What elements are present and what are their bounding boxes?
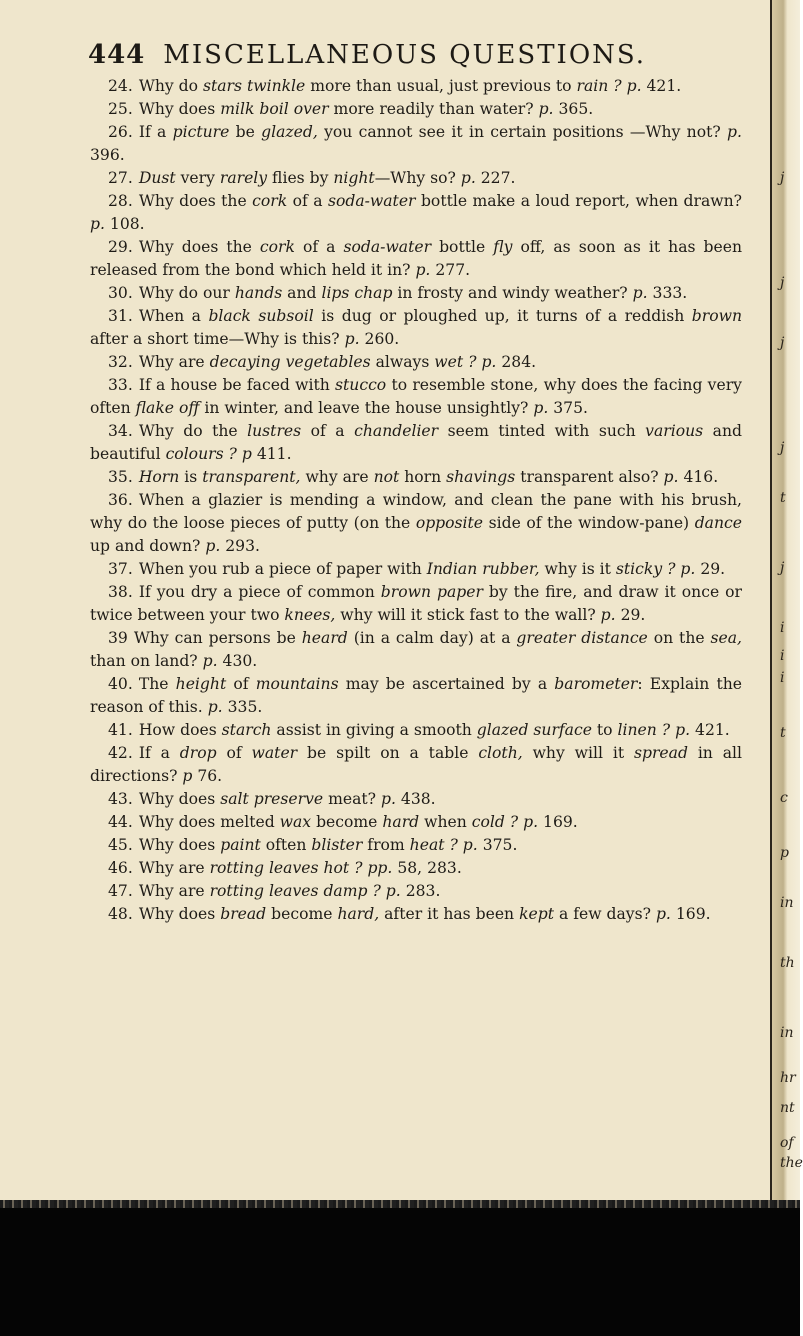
italic-phrase: knees, [284,606,336,624]
question-text: 227. [475,169,516,187]
question-item [90,75,742,98]
italic-phrase: p. [727,123,742,141]
question-text: Why does the [138,192,253,210]
italic-phrase: p. [202,652,218,670]
italic-phrase: p. [90,215,105,233]
question-text: When you rub a piece of paper with [138,560,427,578]
question-text: more than usual, just previous to [305,77,577,95]
question-text: 333. [647,284,688,302]
question-number: 28. [108,192,133,210]
italic-phrase: hard, [337,905,380,923]
facing-page-letter: i [780,670,785,686]
facing-page-letter: the [780,1155,803,1171]
facing-page-letter: j [780,440,785,456]
question-text: 293. [220,537,260,555]
italic-phrase: rotting leaves hot ? [209,859,363,877]
italic-phrase: p. [663,468,679,486]
italic-phrase: p. [460,169,476,187]
question-text: 284. [496,353,537,371]
question-item [90,121,742,167]
italic-phrase: cold ? [471,813,519,831]
question-number: 37. [108,560,133,578]
question-text: Why do our [138,284,235,302]
question-text: of a [301,422,355,440]
question-text: If a [138,744,180,762]
italic-phrase: salt preserve [220,790,324,808]
question-text: How does [138,721,222,739]
question-number: 47. [108,882,133,900]
question-item [90,834,742,857]
facing-page-letter: in [780,895,794,911]
question-list [90,75,742,926]
question-text: 58, 283. [392,859,462,877]
question-text: in winter, and leave the house unsightly? [199,399,534,417]
question-text: Why does [138,836,221,854]
question-text: to resemble stone, why does the facing very often [90,376,742,417]
question-text: 411. [251,445,292,463]
question-text: If a [138,123,173,141]
question-text: The [138,675,176,693]
question-text: Why does [138,790,221,808]
question-number: 39 [108,629,128,647]
italic-phrase: rain ? [576,77,622,95]
italic-phrase: night [333,169,375,187]
question-text: is dug or ploughed up, it turns of a reddish [313,307,692,325]
question-text: bottle make a loud report, when drawn? [415,192,743,210]
italic-phrase: height [175,675,227,693]
question-text: : Explain the reason of this. [90,675,742,716]
facing-page-letter: th [780,955,795,971]
italic-phrase: not [373,468,400,486]
question-text: 260. [359,330,400,348]
question-item [90,167,742,190]
italic-phrase: p. [385,882,401,900]
question-item [90,742,742,788]
italic-phrase: milk boil over [220,100,329,118]
question-text: be spilt on a table [297,744,479,762]
question-text: and [282,284,322,302]
scan-background [0,1208,800,1336]
question-text: of a [287,192,328,210]
question-text: bottle [431,238,494,256]
italic-phrase: p. [626,77,642,95]
italic-phrase: heard [301,629,348,647]
italic-phrase: kept [519,905,554,923]
italic-phrase: Horn [138,468,180,486]
question-text: up and down? [90,537,206,555]
question-text: (in a calm day) at a [347,629,517,647]
italic-phrase: opposite [415,514,484,532]
italic-phrase: soda-water [343,238,432,256]
facing-page-letter: t [780,725,786,741]
question-item [90,351,742,374]
question-text: from [362,836,410,854]
italic-phrase: p. [481,353,497,371]
question-text: 375. [477,836,518,854]
italic-phrase: p. [523,813,539,831]
facing-page-letter: i [780,620,785,636]
question-text: 421. [690,721,730,739]
question-text: 76. [192,767,223,785]
italic-phrase: p. [632,284,648,302]
italic-phrase: transparent, [202,468,301,486]
italic-phrase: chandelier [354,422,439,440]
facing-page-letter: in [780,1025,794,1041]
question-number: 42. [108,744,133,762]
italic-phrase: various [645,422,704,440]
facing-page-letter: j [780,275,785,291]
question-text: Why are [138,882,210,900]
italic-phrase: flake off [135,399,200,417]
question-text: and beautiful [90,422,742,463]
question-text: why will it stick fast to the wall? [335,606,601,624]
italic-phrase: drop [179,744,217,762]
question-text: transparent also? [515,468,664,486]
question-item [90,282,742,305]
italic-phrase: blister [311,836,363,854]
page-header [88,40,738,70]
italic-phrase: p. [205,537,221,555]
question-text: a few days? [554,905,656,923]
question-number: 45. [108,836,133,854]
question-number: 32. [108,353,133,371]
italic-phrase: p. [344,330,360,348]
italic-phrase: hands [234,284,283,302]
italic-phrase: stars twinkle [202,77,306,95]
italic-phrase: p. [533,399,549,417]
facing-page-edge [770,0,803,1336]
question-text: to [591,721,618,739]
question-text: 396. [90,146,125,164]
facing-page-letter: nt [780,1100,795,1116]
italic-phrase: fly [493,238,513,256]
question-text: 169. [670,905,711,923]
question-text: Why do [138,77,203,95]
question-item [90,880,742,903]
question-number: 34. [108,422,133,440]
italic-phrase: lips chap [321,284,393,302]
question-text: on the [647,629,711,647]
question-text: 430. [217,652,258,670]
question-text: become [311,813,383,831]
question-text: why are [300,468,374,486]
italic-phrase: p. [462,836,478,854]
question-number: 43. [108,790,133,808]
question-text: Why does [138,905,221,923]
question-text: flies by [267,169,334,187]
question-item [90,581,742,627]
question-number: 33. [108,376,133,394]
italic-phrase: hard [382,813,420,831]
question-number: 30. [108,284,133,302]
question-text: when [419,813,472,831]
italic-phrase: rarely [219,169,268,187]
italic-phrase: p. [415,261,431,279]
question-text: very [175,169,220,187]
question-item [90,190,742,236]
italic-phrase: barometer [554,675,638,693]
italic-phrase: Dust [138,169,176,187]
italic-phrase: Indian rubber, [426,560,540,578]
question-text: of [226,675,256,693]
italic-phrase: cork [252,192,288,210]
facing-page-letter: hr [780,1070,796,1086]
italic-phrase: p. [600,606,616,624]
question-number: 36. [108,491,133,509]
question-item [90,374,742,420]
question-text: 416. [678,468,719,486]
question-item [90,98,742,121]
question-text: always [370,353,435,371]
italic-phrase: p. [207,698,223,716]
italic-phrase: paint [220,836,261,854]
question-number: 44. [108,813,133,831]
facing-page-letter: j [780,560,785,576]
question-text: 335. [222,698,263,716]
question-text: by the fire, and draw it once or twice between your two [90,583,742,624]
question-number: 25. [108,100,133,118]
question-item [90,420,742,466]
question-number: 27. [108,169,133,187]
italic-phrase: water [251,744,298,762]
question-text: —Why so? [374,169,461,187]
question-item [90,719,742,742]
question-number: 48. [108,905,133,923]
question-number: 35. [108,468,133,486]
italic-phrase: sea, [710,629,743,647]
italic-phrase: p [241,445,252,463]
question-text: after it has been [379,905,520,923]
question-text: become [266,905,338,923]
question-text: When a [138,307,209,325]
question-number: 40. [108,675,133,693]
question-text: in all directions? [90,744,742,785]
question-item [90,903,742,926]
italic-phrase: wet ? [434,353,477,371]
italic-phrase: black subsoil [208,307,314,325]
question-text: 365. [553,100,594,118]
facing-page-letter: i [780,648,785,664]
question-text: side of the window-pane) [483,514,695,532]
question-text: in frosty and windy weather? [392,284,633,302]
question-item [90,811,742,834]
question-number: 46. [108,859,133,877]
question-text: Why does melted [138,813,280,831]
question-text: 421. [641,77,682,95]
question-item [90,466,742,489]
question-number: 41. [108,721,133,739]
italic-phrase: sticky ? [615,560,676,578]
question-number: 38. [108,583,133,601]
question-item [90,489,742,558]
question-text: 29. [615,606,646,624]
question-text: may be ascertained by a [338,675,555,693]
question-text: Why does [138,100,221,118]
facing-page-letter: p [780,845,789,861]
italic-phrase: p [182,767,193,785]
italic-phrase: p. [538,100,554,118]
italic-phrase: p. [655,905,671,923]
question-text: why will it [522,744,634,762]
question-text: 108. [104,215,145,233]
question-text: than on land? [90,652,203,670]
italic-phrase: spread [633,744,688,762]
question-text: Why do the [138,422,248,440]
question-text: 283. [400,882,441,900]
question-text: 29. [695,560,726,578]
question-number: 26. [108,123,133,141]
question-text: When a glazier is mending a window, and clean the pane with his brush, why do the loose pieces of putty (on the [90,491,742,532]
italic-phrase: cork [259,238,295,256]
page-number: 444 [88,40,146,70]
italic-phrase: glazed, [261,123,318,141]
italic-phrase: brown [691,307,742,325]
italic-phrase: picture [172,123,230,141]
italic-phrase: glazed surface [476,721,592,739]
running-head: MISCELLANEOUS QUESTIONS. [163,40,647,70]
question-text: why is it [539,560,616,578]
italic-phrase: starch [221,721,272,739]
question-text: 277. [430,261,471,279]
italic-phrase: cloth, [478,744,523,762]
italic-phrase: decaying vegetables [209,353,371,371]
italic-phrase: stucco [335,376,387,394]
question-text: assist in giving a smooth [271,721,477,739]
italic-phrase: rotting leaves damp ? [209,882,381,900]
italic-phrase: wax [279,813,312,831]
question-text: 169. [538,813,578,831]
facing-page-letter: t [780,490,786,506]
question-item [90,558,742,581]
italic-phrase: dance [694,514,742,532]
italic-phrase: p. [680,560,696,578]
italic-phrase: soda-water [327,192,416,210]
question-text: of a [294,238,344,256]
question-text: Why does the [138,238,260,256]
facing-page-letter: j [780,335,785,351]
question-number: 31. [108,307,133,325]
question-number: 29. [108,238,133,256]
italic-phrase: pp. [367,859,393,877]
italic-phrase: p. [675,721,691,739]
question-text: Why can persons be [133,629,302,647]
question-text: often [260,836,312,854]
question-text: horn [399,468,447,486]
facing-page-letter: j [780,170,785,186]
italic-phrase: mountains [255,675,339,693]
question-item [90,673,742,719]
question-text: of [216,744,252,762]
question-text: off, as soon as it has been released from the bond which held it in? [90,238,743,279]
italic-phrase: colours ? [165,445,237,463]
question-text: more readily than water? [328,100,539,118]
italic-phrase: p. [380,790,396,808]
question-text: Why are [138,859,210,877]
italic-phrase: lustres [247,422,302,440]
italic-phrase: brown paper [380,583,483,601]
question-text: If a house be faced with [138,376,336,394]
italic-phrase: heat ? [409,836,458,854]
facing-page-letter: of [780,1135,794,1151]
question-item [90,627,742,673]
italic-phrase: bread [220,905,267,923]
facing-page-letters [780,0,803,1171]
question-text: meat? [323,790,381,808]
question-item [90,857,742,880]
question-text: 375. [548,399,588,417]
question-text: Why are [138,353,210,371]
question-text: be [229,123,262,141]
facing-page-letter: c [780,790,788,806]
question-number: 24. [108,77,133,95]
italic-phrase: greater distance [516,629,648,647]
question-text: seem tinted with such [438,422,646,440]
question-text: you cannot see it in certain positions —Why not? [317,123,728,141]
question-text: If you dry a piece of common [138,583,381,601]
question-text: 438. [395,790,436,808]
question-text: after a short time—Why is this? [90,330,345,348]
question-item [90,788,742,811]
italic-phrase: linen ? [617,721,671,739]
question-item [90,305,742,351]
question-text: is [179,468,203,486]
italic-phrase: shavings [446,468,516,486]
question-item [90,236,742,282]
